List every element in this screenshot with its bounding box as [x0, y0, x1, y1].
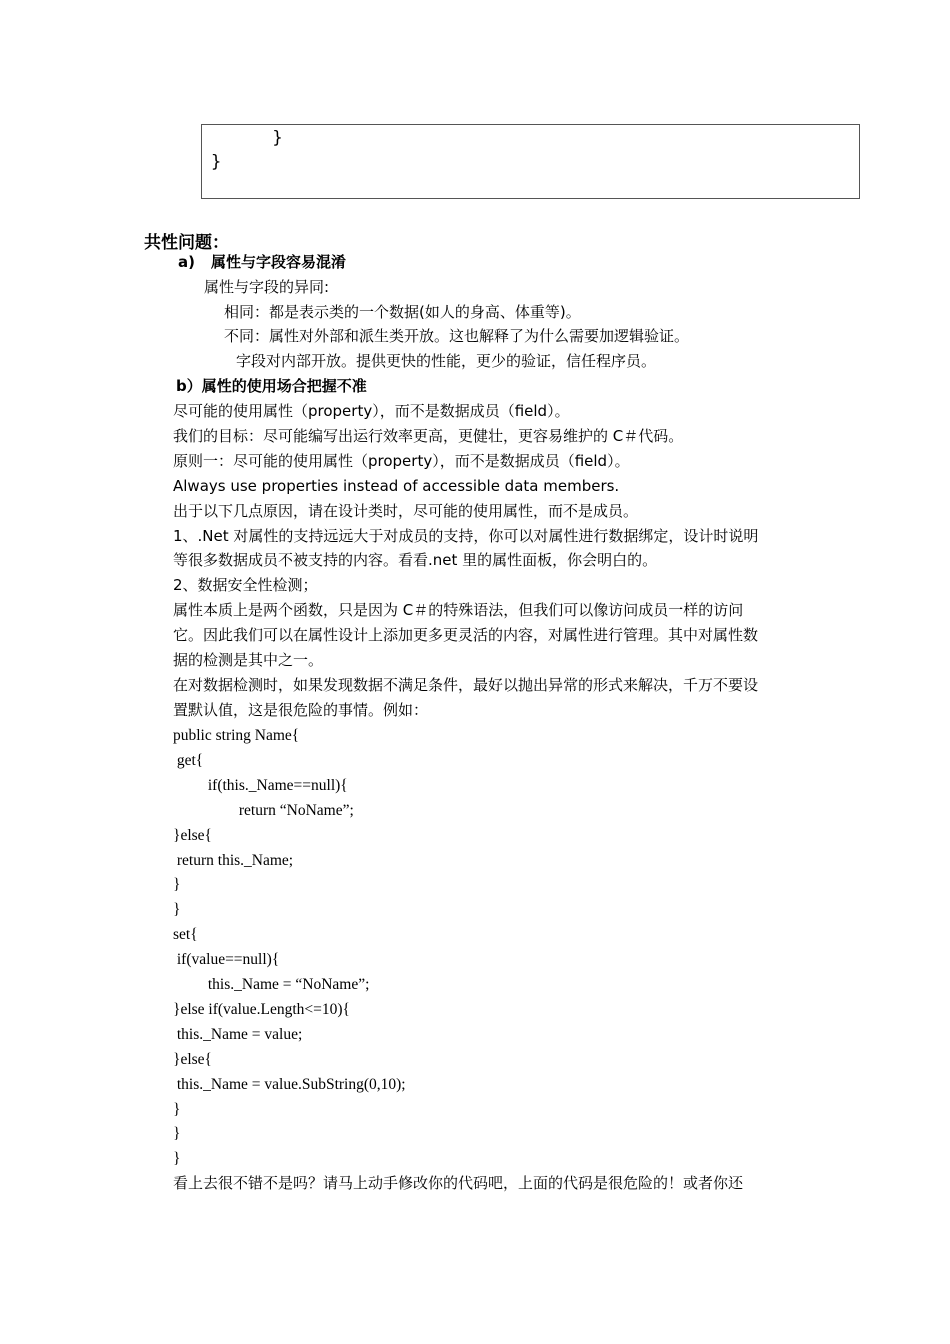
code-box [201, 124, 860, 199]
code-line: set{ [173, 926, 198, 944]
section-a-label: a) [178, 253, 195, 271]
body-line: 出于以下几点原因，请在设计类时，尽可能的使用属性，而不是成员。 [173, 501, 639, 520]
body-line: 置默认值，这是很危险的事情。例如： [173, 700, 429, 719]
code-line: this._Name = value.SubString(0,10); [173, 1075, 406, 1093]
body-line: 我们的目标：尽可能编写出运行效率更高，更健壮，更容易维护的 C＃代码。 [173, 426, 684, 445]
body-line: 据的检测是其中之一。 [173, 651, 324, 669]
body-line: 等很多数据成员不被支持的内容。看看.net 里的属性面板，你会明白的。 [173, 551, 658, 570]
code-line: return “NoName”; [173, 801, 354, 819]
code-box-line: } [211, 152, 222, 172]
body-line: 它。因此我们可以在属性设计上添加更多更灵活的内容，对属性进行管理。其中对属性数 [173, 626, 759, 645]
code-line: if(this._Name==null){ [173, 776, 348, 794]
code-line: } [173, 876, 181, 894]
code-line: return this._Name; [173, 851, 294, 869]
code-line: this._Name = “NoName”; [173, 976, 370, 993]
section-a-field: 字段对内部开放。提供更快的性能，更少的验证，信任程序员。 [236, 352, 657, 370]
section-b-title: b）属性的使用场合把握不准 [176, 377, 367, 395]
code-line: } [173, 1150, 181, 1168]
code-line: }else if(value.Length<=10){ [173, 1000, 350, 1018]
section-a-intro: 属性与字段的异同: [204, 278, 330, 296]
body-line: 1、.Net 对属性的支持远远大于对成员的支持，你可以对属性进行数据绑定，设计时说明 [173, 526, 759, 545]
body-line: 在对数据检测时，如果发现数据不满足条件，最好以抛出异常的形式来解决，千万不要设 [173, 675, 759, 694]
body-line: Always use properties instead of accessible data members. [173, 476, 620, 495]
code-line: } [173, 1125, 181, 1143]
closing-line: 看上去很不错不是吗？请马上动手修改你的代码吧，上面的代码是很危险的！或者你还 [173, 1174, 744, 1192]
code-box-line: } [211, 128, 283, 148]
body-line: 属性本质上是两个函数，只是因为 C＃的特殊语法，但我们可以像访问成员一样的访问 [173, 601, 744, 620]
body-line: 原则一：尽可能的使用属性（property），而不是数据成员（field）。 [173, 451, 630, 470]
section-a-diff: 不同：属性对外部和派生类开放。这也解释了为什么需要加逻辑验证。 [224, 327, 690, 345]
body-line: 尽可能的使用属性（property），而不是数据成员（field）。 [173, 402, 570, 420]
code-line: this._Name = value; [173, 1025, 303, 1043]
code-line: }else{ [173, 1050, 212, 1068]
code-line: if(value==null){ [173, 951, 280, 969]
section-a-same: 相同：都是表示类的一个数据(如人的身高、体重等)。 [224, 303, 581, 321]
code-line: }else{ [173, 826, 212, 844]
code-line: } [173, 1100, 181, 1118]
section-heading: 共性问题： [144, 233, 229, 253]
body-line: 2、数据安全性检测； [173, 576, 318, 595]
code-line: get{ [173, 751, 204, 769]
section-a-title: 属性与字段容易混淆 [211, 253, 347, 271]
code-line: public string Name{ [173, 727, 300, 744]
code-line: } [173, 901, 181, 919]
